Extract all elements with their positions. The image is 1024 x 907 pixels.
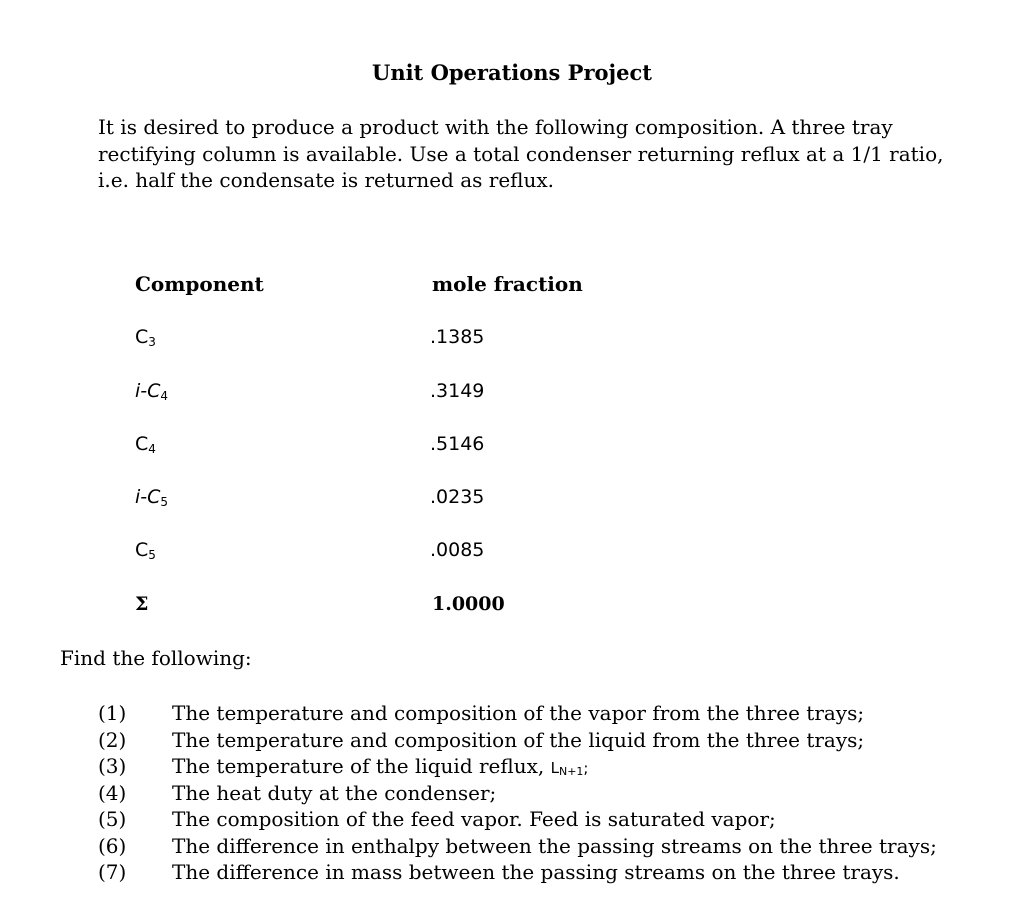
list-item: [98, 833, 998, 860]
component-name: $i-C_5$: [135, 486, 169, 509]
list-item: [98, 727, 998, 754]
component-name: $i-C_4$: [135, 380, 169, 403]
item-number: (3): [98, 754, 127, 778]
intro-paragraph: It is desired to produce a product with the following composition. A three tray rectifying column is available. Use a total condenser returning reflux at a 1/1 ratio, i.e. half the condensate is returned as reflux.: [98, 115, 944, 192]
table-row: [0, 433, 1024, 463]
component-name: $C_3$: [135, 326, 156, 349]
list-item: [98, 700, 998, 727]
item-text: The difference in mass between the passing streams on the three trays.: [172, 860, 900, 884]
mole-fraction-value: .0235: [430, 486, 485, 508]
sum-symbol: Σ: [135, 593, 149, 615]
list-item: [98, 753, 998, 780]
list-item: [98, 780, 998, 807]
list-item: [98, 806, 998, 833]
component-column-header: Component: [135, 272, 264, 296]
item-text: The temperature and composition of the liquid from the three trays;: [172, 727, 865, 752]
list-item: [98, 859, 998, 886]
component-name: $C_4$: [135, 433, 156, 456]
item-number: (1): [98, 701, 127, 725]
item-text: The temperature and composition of the vapor from the three trays;: [172, 701, 865, 725]
item-text: The difference in enthalpy between the passing streams on the three trays;: [172, 833, 937, 858]
item-text: The composition of the feed vapor. Feed is saturated vapor;: [172, 807, 776, 831]
mole-fraction-value: .1385: [430, 326, 485, 348]
item-number: (6): [98, 833, 127, 858]
mole-fraction-value: .5146: [430, 433, 485, 455]
mole-fraction-value: .0085: [430, 539, 485, 561]
table-row: [0, 539, 1024, 569]
table-row: [0, 486, 1024, 516]
item-number: (2): [98, 727, 127, 752]
item-text: The heat duty at the condenser;: [172, 780, 497, 805]
item-text: The temperature of the liquid reflux, $L_{N+1}$;: [172, 754, 589, 778]
find-label: Find the following:: [60, 646, 252, 670]
table-sum-row: [0, 593, 1024, 623]
table-row: [0, 380, 1024, 410]
item-number: (4): [98, 780, 127, 805]
component-name: $C_5$: [135, 539, 156, 562]
mole-fraction-column-header: mole fraction: [432, 272, 583, 296]
mole-fraction-value: .3149: [430, 380, 485, 402]
item-number: (5): [98, 807, 127, 831]
item-number: (7): [98, 860, 127, 884]
sum-value: 1.0000: [432, 593, 505, 615]
document-title: Unit Operations Project: [372, 60, 652, 85]
task-list: [98, 700, 998, 886]
table-row: [0, 326, 1024, 356]
